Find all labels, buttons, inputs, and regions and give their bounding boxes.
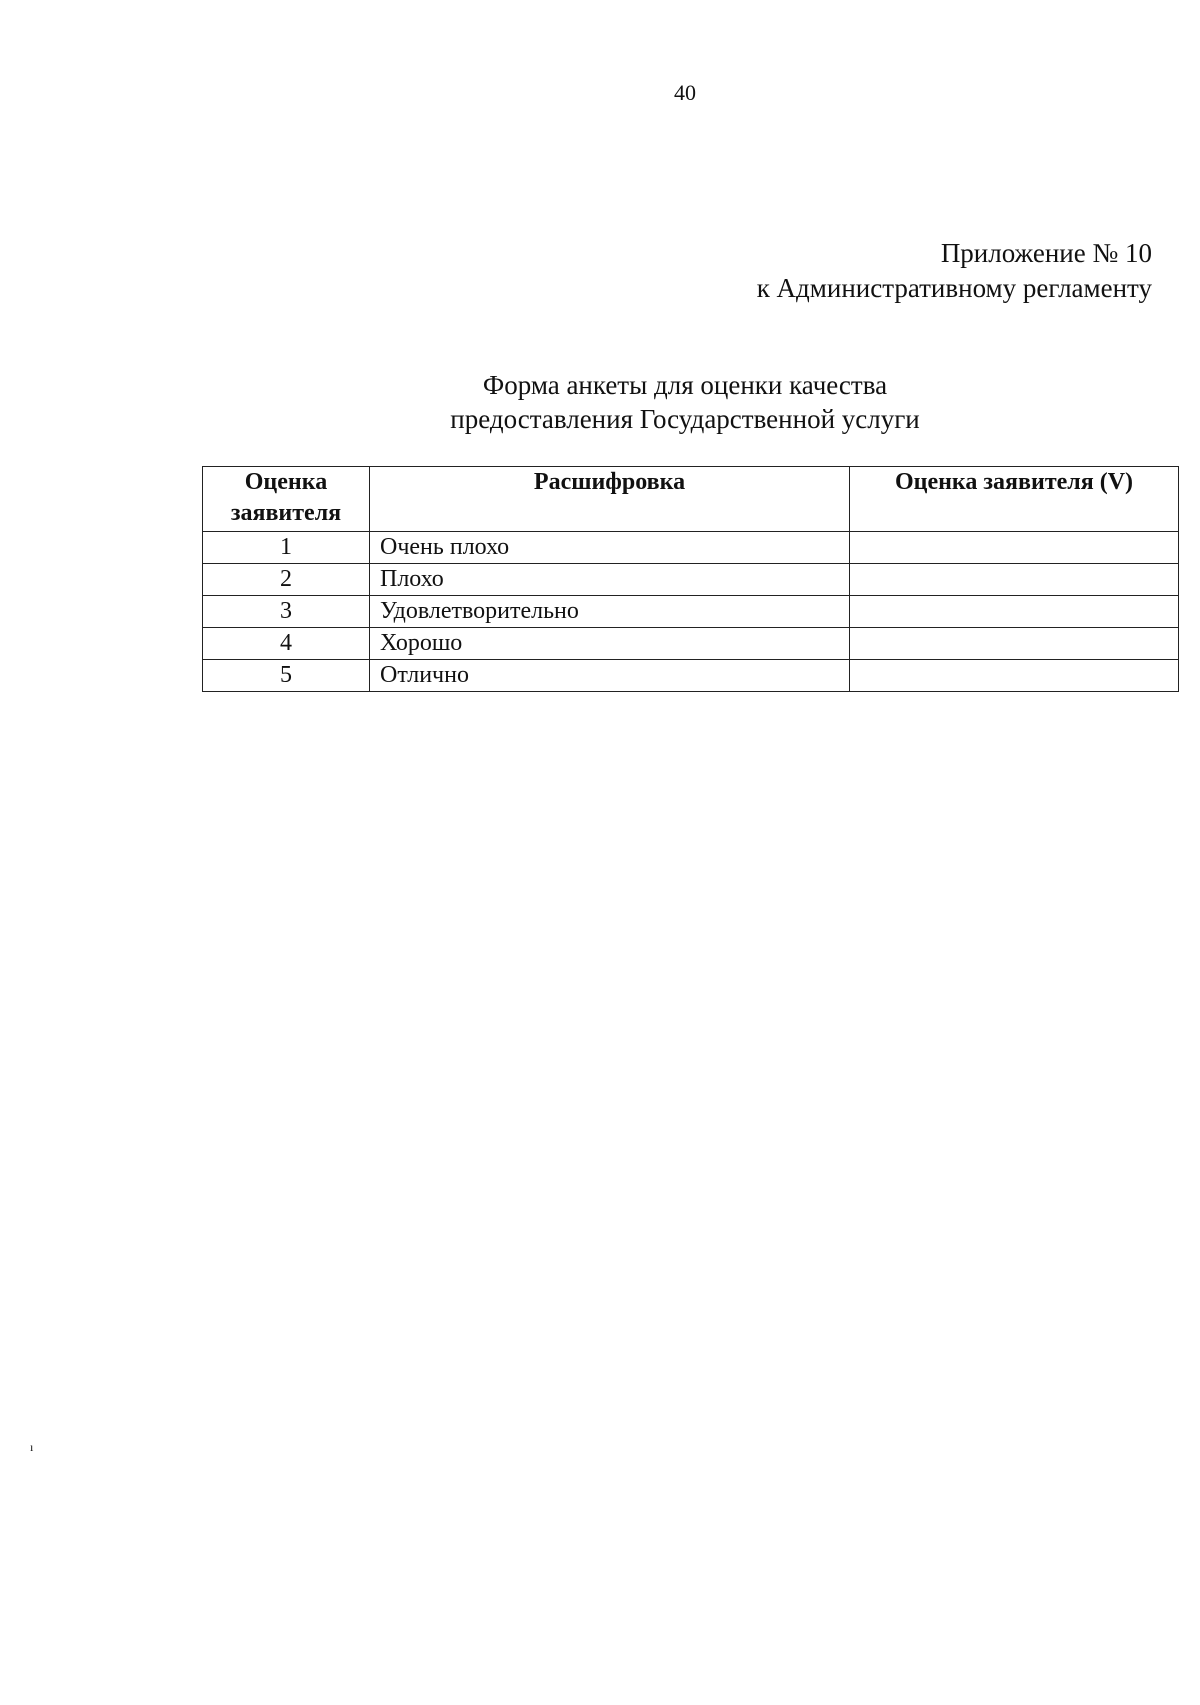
row-description: Хорошо bbox=[370, 628, 850, 660]
form-title-line1: Форма анкеты для оценки качества bbox=[482, 370, 888, 400]
header-score: Оценка заявителя bbox=[203, 467, 370, 532]
appendix-subtitle: к Административному регламенту bbox=[756, 273, 1152, 303]
appendix-reference bbox=[757, 236, 1152, 306]
row-mark-cell[interactable] bbox=[850, 660, 1179, 692]
row-score: 5 bbox=[203, 660, 370, 692]
table-row bbox=[203, 628, 1179, 660]
row-mark-cell[interactable] bbox=[850, 564, 1179, 596]
row-score: 4 bbox=[203, 628, 370, 660]
header-description: Расшифровка bbox=[370, 467, 850, 532]
rating-table bbox=[202, 466, 1179, 692]
form-title-line2: предоставления Государственной услуги bbox=[450, 404, 920, 434]
row-mark-cell[interactable] bbox=[850, 532, 1179, 564]
table-row bbox=[203, 596, 1179, 628]
form-title bbox=[0, 368, 1200, 436]
row-description: Плохо bbox=[370, 564, 850, 596]
table-header-row bbox=[203, 467, 1179, 532]
table-row bbox=[203, 532, 1179, 564]
row-mark-cell[interactable] bbox=[850, 628, 1179, 660]
table-row bbox=[203, 564, 1179, 596]
row-description: Удовлетворительно bbox=[370, 596, 850, 628]
row-score: 1 bbox=[203, 532, 370, 564]
appendix-title: Приложение № 10 bbox=[940, 238, 1152, 268]
page-number: 40 bbox=[674, 80, 696, 105]
table-row bbox=[203, 660, 1179, 692]
header-mark: Оценка заявителя (V) bbox=[850, 467, 1179, 532]
row-score: 3 bbox=[203, 596, 370, 628]
row-mark-cell[interactable] bbox=[850, 596, 1179, 628]
scan-mark: ı bbox=[30, 1440, 34, 1454]
row-description: Очень плохо bbox=[370, 532, 850, 564]
row-description: Отлично bbox=[370, 660, 850, 692]
row-score: 2 bbox=[203, 564, 370, 596]
